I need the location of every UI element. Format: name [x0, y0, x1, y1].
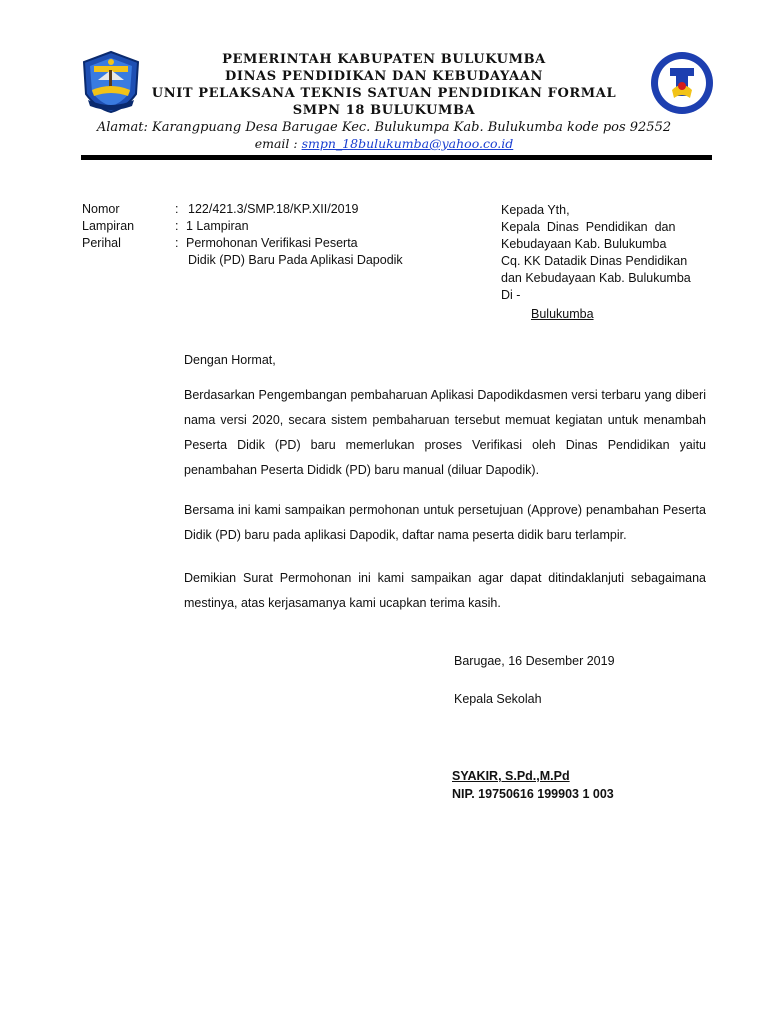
signer-name: SYAKIR, S.Pd.,M.Pd [452, 769, 570, 783]
lampiran-colon: : [175, 219, 179, 233]
recipient-line-7: Bulukumba [531, 307, 594, 321]
letterhead-address: Alamat: Karangpuang Desa Barugae Kec. Bulukumpa Kab. Bulukumba kode pos 92552 [96, 120, 672, 135]
recipient-line-1: Kepada Yth, [501, 203, 570, 217]
email-label: email : [254, 136, 302, 151]
letterhead-line-1: PEMERINTAH KABUPATEN BULUKUMBA [222, 52, 546, 67]
signer-position: Kepala Sekolah [454, 692, 542, 706]
perihal-label: Perihal [82, 236, 121, 250]
place-date: Barugae, 16 Desember 2019 [454, 654, 615, 668]
nomor-value: 122/421.3/SMP.18/KP.XII/2019 [188, 202, 359, 216]
salutation: Dengan Hormat, [184, 353, 276, 367]
perihal-value-1: Permohonan Verifikasi Peserta [186, 236, 358, 250]
letterhead-line-2: DINAS PENDIDIKAN DAN KEBUDAYAAN [225, 69, 543, 84]
nomor-colon: : [175, 202, 179, 216]
letterhead-email-line [0, 136, 768, 151]
perihal-value-2: Didik (PD) Baru Pada Aplikasi Dapodik [188, 253, 403, 267]
recipient-line-3: Kebudayaan Kab. Bulukumba [501, 237, 667, 251]
recipient-line-4: Cq. KK Datadik Dinas Pendidikan [501, 254, 688, 268]
email-link[interactable]: smpn_18bulukumba@yahoo.co.id [301, 136, 514, 151]
paragraph-3: Demikian Surat Permohonan ini kami sampaikan agar dapat ditindaklanjuti sebagaimana mestinya, atas kerjasamanya kami ucapkan terima kasih. [184, 571, 706, 610]
recipient-line-6: Di - [501, 288, 521, 302]
signer-nip: NIP. 19750616 199903 1 003 [452, 787, 614, 801]
paragraph-1: Berdasarkan Pengembangan pembaharuan Aplikasi Dapodikdasmen versi terbaru yang diberi nama versi 2020, secara sistem pembaharuan tersebut memuat kegiatan untuk menambah Peserta Didik (PD) baru memerlukan proses Verifikasi oleh Dinas Pendidikan yaitu penambahan Peserta Dididk (PD) baru manual (diluar Dapodik). [184, 388, 706, 477]
letterhead-line-4: SMPN 18 BULUKUMBA [292, 103, 476, 118]
recipient-line-2: Kepala Dinas Pendidikan dan [501, 220, 676, 234]
perihal-colon: : [175, 236, 179, 250]
letterhead-divider [81, 155, 712, 160]
nomor-label: Nomor [82, 202, 120, 216]
letterhead-line-3: UNIT PELAKSANA TEKNIS SATUAN PENDIDIKAN FORMAL [151, 86, 617, 101]
recipient-block [501, 202, 697, 323]
recipient-line-5: dan Kebudayaan Kab. Bulukumba [501, 271, 691, 285]
paragraph-2: Bersama ini kami sampaikan permohonan untuk persetujuan (Approve) penambahan Peserta Didik (PD) baru pada aplikasi Dapodik, daftar nama peserta didik baru terlampir. [184, 503, 706, 542]
lampiran-label: Lampiran [82, 219, 135, 233]
lampiran-value: 1 Lampiran [186, 219, 249, 233]
meta-block [82, 201, 412, 269]
